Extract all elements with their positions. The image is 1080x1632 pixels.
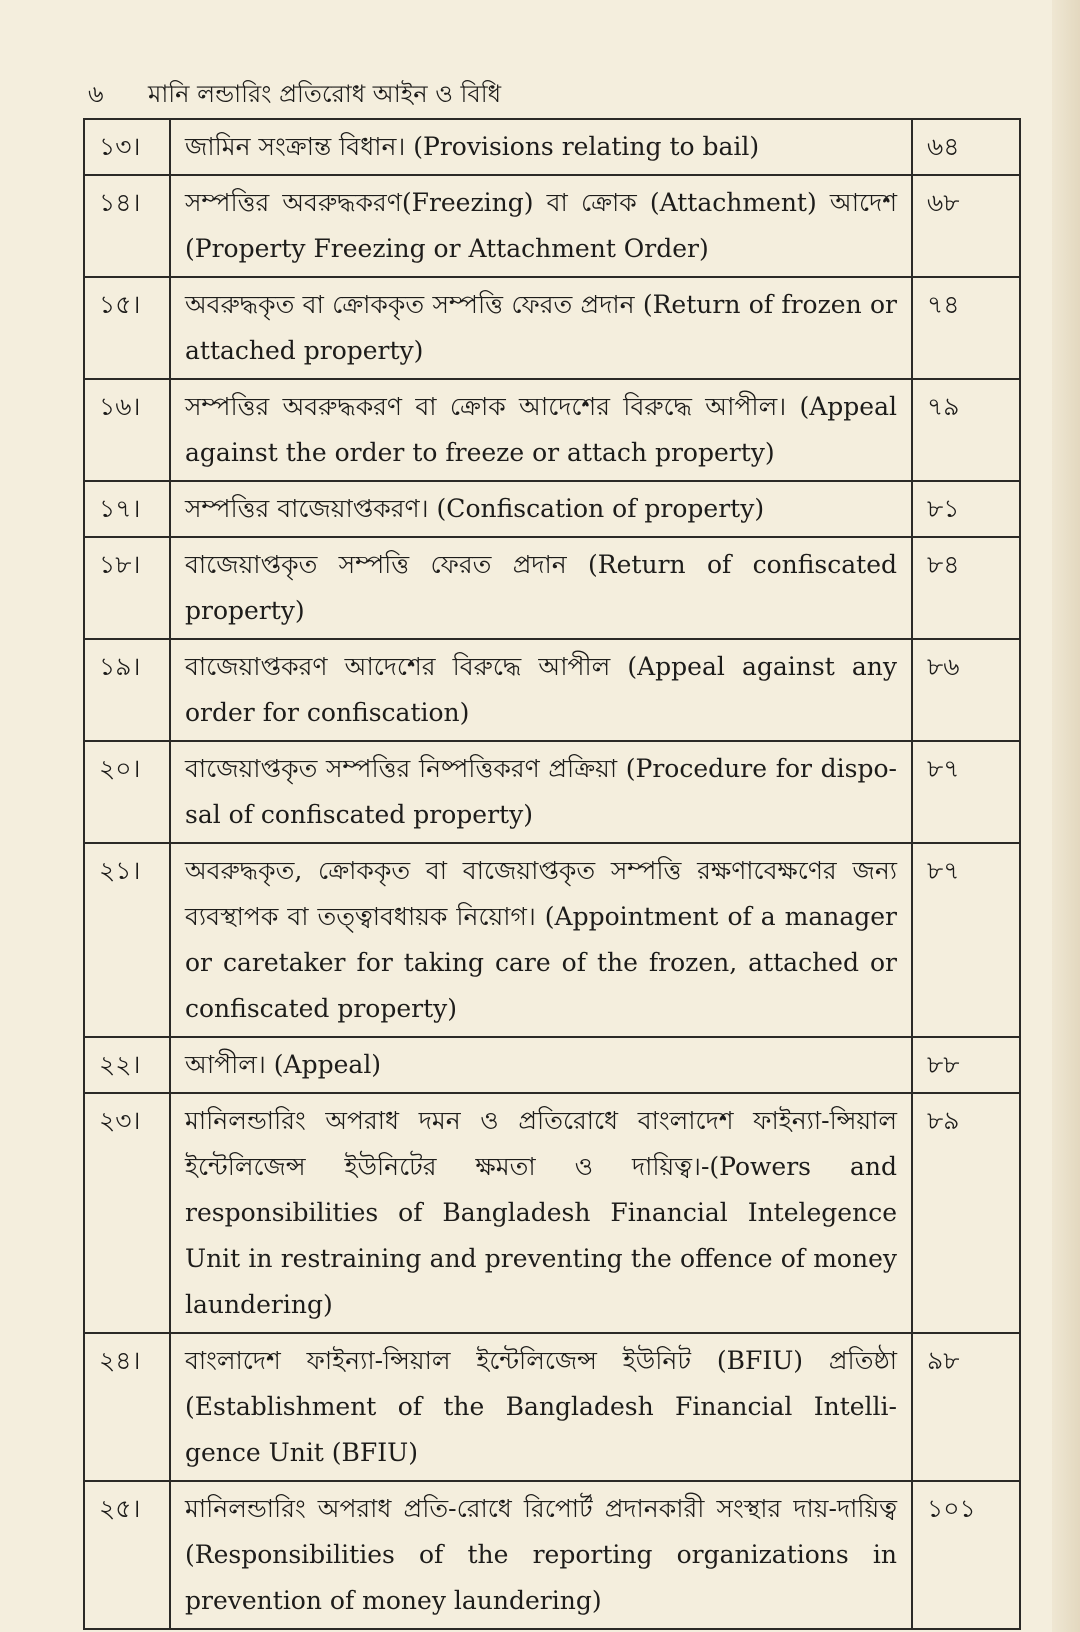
page-reference: ৭৪: [912, 277, 1020, 379]
section-title: জামিন সংক্রান্ত বিধান। (Provisions relating to bail): [170, 119, 912, 175]
table-row: [84, 843, 1020, 1037]
section-number: ২৫।: [84, 1481, 170, 1629]
page-reference: ৬৮: [912, 175, 1020, 277]
table-row: [84, 175, 1020, 277]
table-row: [84, 741, 1020, 843]
section-title: সম্পত্তির অবরুদ্ধকরণ(Freezing) বা ক্রোক (Attachment) আদেশ (Property Freezing or Attachment Order): [170, 175, 912, 277]
section-number: ১৮।: [84, 537, 170, 639]
page-number: ৬: [88, 80, 104, 108]
section-number: ২২।: [84, 1037, 170, 1093]
page-reference: ৯৮: [912, 1333, 1020, 1481]
table-row: [84, 1481, 1020, 1629]
table-row: [84, 379, 1020, 481]
page-reference: ৮১: [912, 481, 1020, 537]
page-reference: ৬৪: [912, 119, 1020, 175]
table-row: [84, 481, 1020, 537]
page-reference: ১০১: [912, 1481, 1020, 1629]
section-title: অবরুদ্ধকৃত বা ক্রোককৃত সম্পত্তি ফেরত প্রদান (Return of frozen or attached property): [170, 277, 912, 379]
section-title: বাজেয়াপ্তকৃত সম্পত্তির নিষ্পত্তিকরণ প্রক্রিয়া (Procedure for dispo-sal of confiscated property): [170, 741, 912, 843]
section-title: মানিলন্ডারিং অপরাধ প্রতি-রোধে রিপোর্ট প্রদানকারী সংস্থার দায়-দায়িত্ব (Responsibilities of the reporting organizations in prevention of money laundering): [170, 1481, 912, 1629]
section-number: ২০।: [84, 741, 170, 843]
table-row: [84, 1037, 1020, 1093]
table-row: [84, 1093, 1020, 1333]
table-row: [84, 119, 1020, 175]
table-row: [84, 277, 1020, 379]
page-reference: ৮৭: [912, 843, 1020, 1037]
section-number: ১৯।: [84, 639, 170, 741]
section-number: ১৫।: [84, 277, 170, 379]
table-row: [84, 1333, 1020, 1481]
table-row: [84, 537, 1020, 639]
section-number: ২৪।: [84, 1333, 170, 1481]
page-reference: ৮৪: [912, 537, 1020, 639]
section-title: মানিলন্ডারিং অপরাধ দমন ও প্রতিরোধে বাংলাদেশ ফাইন্যা-ন্সিয়াল ইন্টেলিজেন্স ইউনিটের ক্ষমতা ও দায়িত্ব।-(Powers and responsibilities of Bangladesh Financial Intelegence Unit in restraining and preventing the offence of money laundering): [170, 1093, 912, 1333]
section-title: আপীল। (Appeal): [170, 1037, 912, 1093]
page-edge: [1052, 0, 1080, 1632]
page-header: [88, 76, 988, 112]
page-reference: ৮৮: [912, 1037, 1020, 1093]
contents-table: [83, 118, 1021, 1630]
book-title: মানি লন্ডারিং প্রতিরোধ আইন ও বিধি: [148, 80, 502, 108]
page-reference: ৮৭: [912, 741, 1020, 843]
page-reference: ৮৯: [912, 1093, 1020, 1333]
section-number: ১৬।: [84, 379, 170, 481]
section-title: বাংলাদেশ ফাইন্যা-ন্সিয়াল ইন্টেলিজেন্স ইউনিট (BFIU) প্রতিষ্ঠা (Establishment of the Bangladesh Financial Intelli-gence Unit (BFIU): [170, 1333, 912, 1481]
section-title: বাজেয়াপ্তকরণ আদেশের বিরুদ্ধে আপীল (Appeal against any order for confiscation): [170, 639, 912, 741]
section-title: সম্পত্তির অবরুদ্ধকরণ বা ক্রোক আদেশের বিরুদ্ধে আপীল। (Appeal against the order to freeze or attach property): [170, 379, 912, 481]
page-reference: ৭৯: [912, 379, 1020, 481]
table-row: [84, 639, 1020, 741]
section-number: ১৭।: [84, 481, 170, 537]
section-title: অবরুদ্ধকৃত, ক্রোককৃত বা বাজেয়াপ্তকৃত সম্পত্তি রক্ষণাবেক্ষণের জন্য ব্যবস্থাপক বা তত্ত্বাবধায়ক নিয়োগ। (Appointment of a manager or caretaker for taking care of the frozen, attached or confiscated property): [170, 843, 912, 1037]
section-number: ১৪।: [84, 175, 170, 277]
section-title: বাজেয়াপ্তকৃত সম্পত্তি ফেরত প্রদান (Return of confiscated property): [170, 537, 912, 639]
section-number: ১৩।: [84, 119, 170, 175]
page-reference: ৮৬: [912, 639, 1020, 741]
section-number: ২১।: [84, 843, 170, 1037]
section-number: ২৩।: [84, 1093, 170, 1333]
section-title: সম্পত্তির বাজেয়াপ্তকরণ। (Confiscation of property): [170, 481, 912, 537]
